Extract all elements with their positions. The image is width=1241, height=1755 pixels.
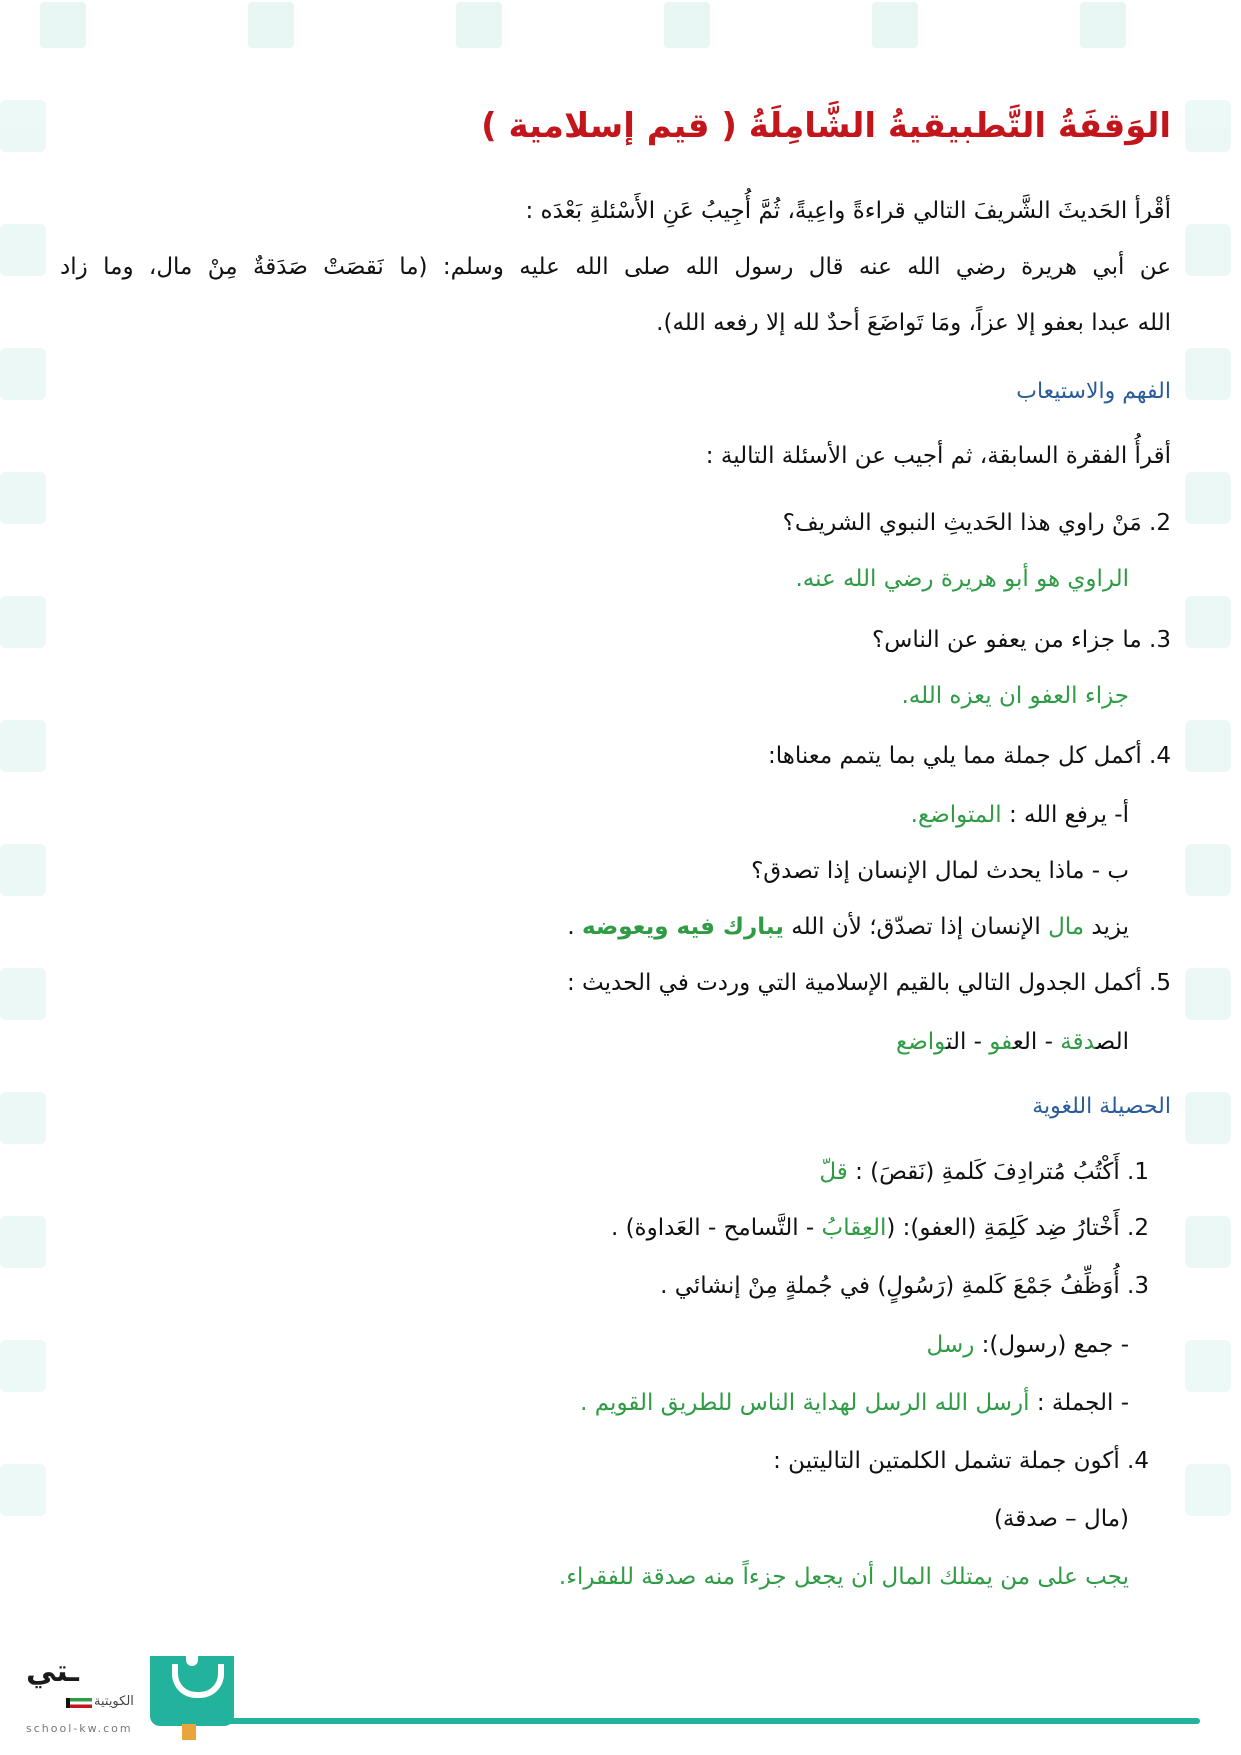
logo-url: school-kw.com [26,1722,133,1735]
kuwait-flag-icon [66,1698,92,1708]
smile-badge-icon [150,1656,234,1726]
hadith-line-1: عن أبي هريرة رضي الله عنه قال رسول الله صلى الله عليه وسلم: (ما نَقصَتْ صَدَقةٌ مِنْ مال، وما زاد [60,254,1171,280]
question-text: ما جزاء من يعفو عن الناس؟ [872,627,1142,653]
separator: - [966,1029,990,1055]
linguistic-question-1 [60,1157,1149,1187]
question-text: أكون جملة تشمل الكلمتين التاليتين : [773,1448,1120,1474]
question-4a [60,800,1129,830]
question-number: 3. [1127,1273,1149,1299]
answer-part: الإنسان إذا تصدّق؛ لأن الله [783,914,1049,940]
answer-part-filled: يبارك فيه ويعوضه [582,914,784,940]
footer-divider [225,1718,1200,1724]
question-5 [60,968,1171,998]
answer-label: - جمع (رسول): [974,1332,1129,1358]
question-text: أُوَظِّفُ جَمْعَ كَلمةِ (رَسُولٍ) في جُملةٍ مِنْ إنشائي . [660,1273,1120,1299]
question-4b: ب - ماذا يحدث لمال الإنسان إذا تصدق؟ [751,858,1129,884]
question-2 [60,508,1171,538]
question-number: 5. [1149,970,1171,996]
question-text: أكمل كل جملة مما يلي بما يتمم معناها: [767,743,1142,769]
question-number: 2. [1149,510,1171,536]
question-number: 2. [1127,1215,1149,1241]
section-heading-linguistic: الحصيلة اللغوية [1032,1094,1171,1119]
words-pair: (مال – صدقة) [993,1506,1129,1532]
linguistic-question-3 [60,1271,1149,1301]
answer-5-values [60,1027,1129,1057]
question-number: 4. [1149,743,1171,769]
intro-instruction: أقْرأ الحَديثَ الشَّريفَ التالي قراءةً واعِيةً، ثُمَّ أُجِيبُ عَنِ الأَسْئلةِ بَعْدَه : [525,198,1171,224]
value-part: الع [1012,1029,1038,1055]
value-part-filled: دقة [1060,1029,1096,1055]
linguistic-question-2 [60,1213,1149,1243]
hadith-line-2: الله عبدا بعفو إلا عزاً، ومَا تَواضَعَ أحدٌ لله إلا رفعه الله). [656,310,1171,336]
value-part-filled: فو [989,1029,1013,1055]
answer-value: أرسل الله الرسل لهداية الناس للطريق القويم . [580,1390,1030,1416]
question-text: - التَّسامح - العَداوة) . [610,1215,822,1241]
sub-question-text: أ- يرفع الله : [1001,802,1129,828]
sub-answer: المتواضع. [910,802,1002,828]
separator: - [1037,1029,1061,1055]
school-logo [22,1652,222,1747]
answer-part: . [567,914,583,940]
question-4 [60,741,1171,771]
question-text: مَنْ راوي هذا الحَديثِ النبوي الشريف؟ [782,510,1142,536]
answer-label: - الجملة : [1029,1390,1129,1416]
question-answer: العِقابُ [821,1215,887,1241]
question-text: أَخْتارُ ضِد كَلِمَةِ (العفو): ( [886,1215,1120,1241]
logo-wordmark: ـتي [26,1654,79,1689]
value-part: الص [1095,1029,1129,1055]
page-title: الوَقفَةُ التَّطبيقيةُ الشَّامِلَةُ ( قيم إسلامية ) [481,106,1171,146]
question-answer: قلّ [819,1159,848,1185]
answer-part: يزيد [1084,914,1129,940]
answer-value: رسل [926,1332,975,1358]
comprehension-instruction: أقرأُ الفقرة السابقة، ثم أجيب عن الأسئلة التالية : [705,443,1171,469]
answer-2: الراوي هو أبو هريرة رضي الله عنه. [795,566,1129,592]
question-text: أَكْتُبُ مُترادِفَ كَلمةِ (نَقصَ) : [847,1159,1120,1185]
question-text: أكمل الجدول التالي بالقيم الإسلامية التي وردت في الحديث : [566,970,1142,996]
section-heading-comprehension: الفهم والاستيعاب [1016,379,1171,404]
question-number: 4. [1127,1448,1149,1474]
sentence-answer-line [60,1388,1129,1418]
linguistic-answer-4: يجب على من يمتلك المال أن يجعل جزءاً منه صدقة للفقراء. [558,1564,1129,1590]
question-number: 3. [1149,627,1171,653]
plural-answer-line [60,1330,1129,1360]
question-number: 1. [1127,1159,1149,1185]
question-3 [60,625,1171,655]
answer-4b [60,912,1129,942]
value-part-filled: واضع [895,1029,947,1055]
answer-3: جزاء العفو ان يعزه الله. [901,683,1129,709]
linguistic-question-4 [60,1446,1149,1476]
value-part: الت [946,1029,967,1055]
answer-part-filled: مال [1048,914,1085,940]
logo-subtitle: الكويتية [94,1694,134,1709]
bookmark-tab-icon [182,1724,196,1740]
